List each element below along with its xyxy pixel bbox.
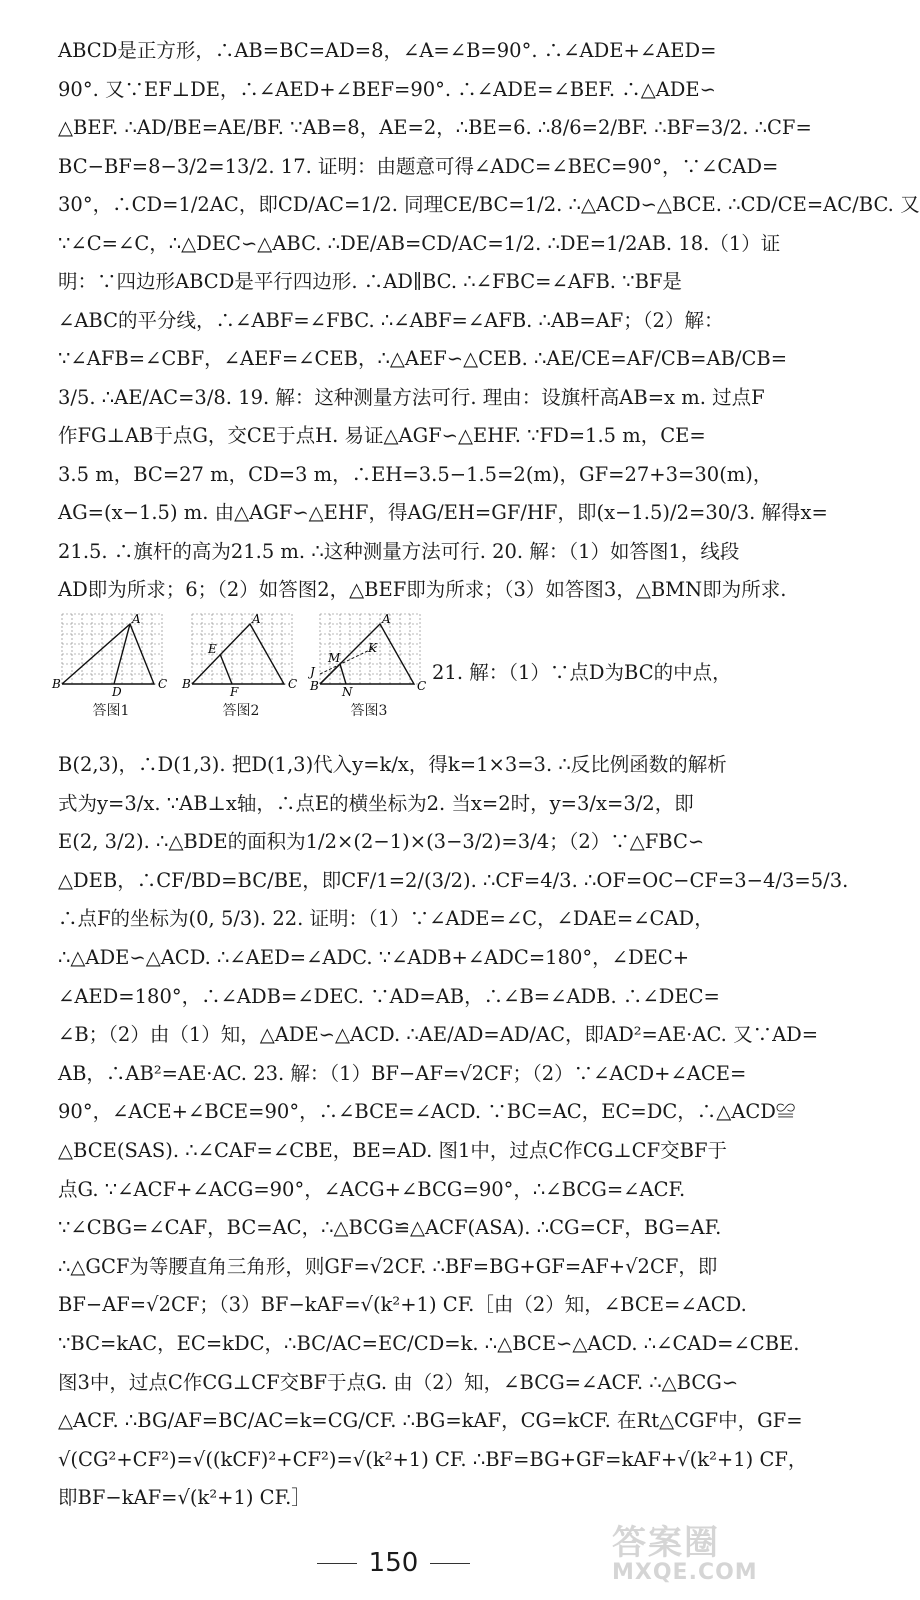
text-line: 90°. 又∵EF⊥DE，∴∠AED+∠BEF=90°. ∴∠ADE=∠BEF. ∴△ADE∽ [58, 77, 717, 101]
text-line: 90°，∠ACE+∠BCE=90°，∴∠BCE=∠ACD. ∵BC=AC，EC=DC，∴△ACD≌ [58, 1100, 796, 1124]
question-21-start: 21. 解：（1）∵点D为BC的中点， [432, 661, 732, 684]
text-line: ∠B；（2）由（1）知，△ADE∽△ACD. ∴AE/AD=AD/AC，即AD²=AE·AC. 又∵AD= [58, 1023, 819, 1047]
label-M: M [328, 651, 341, 665]
text-line: ∴点F的坐标为(0, 5/3). 22. 证明：（1）∵∠ADE=∠C，∠DAE=∠CAD， [58, 907, 714, 931]
text-line: AD即为所求；6；（2）如答图2，△BEF即为所求；（3）如答图3，△BMN即为所求. [58, 578, 787, 601]
label-F: F [230, 685, 239, 699]
text-line: 明：∵四边形ABCD是平行四边形. ∴AD∥BC. ∴∠FBC=∠AFB. ∵BF是 [58, 270, 682, 293]
text-line: △DEB，∴CF/BD=BC/BE，即CF/1=2/(3/2). ∴CF=4/3. ∴OF=OC−CF=3−4/3=5/3. [58, 868, 849, 892]
text-line: 3/5. ∴AE/AC=3/8. 19. 解：这种测量方法可行. 理由：设旗杆高AB=x m. 过点F [58, 385, 765, 409]
label-A: A [132, 612, 141, 626]
text-line: 即BF−kAF=√(k²+1) CF.］ [58, 1486, 311, 1510]
text-line: ∵∠AFB=∠CBF，∠AEF=∠CEB，∴△AEF∽△CEB. ∴AE/CE=AF/CB=AB/CB= [58, 347, 788, 370]
text-line: 作FG⊥AB于点G，交CE于点H. 易证△AGF∽△EHF. ∵FD=1.5 m，CE= [58, 424, 706, 447]
text-line: 30°，∴CD=1/2AC，即CD/AC=1/2. 同理CE/BC=1/2. ∴△ACD∽△BCE. ∴CD/CE=AC/BC. 又 [58, 193, 920, 216]
watermark-title: 答案圈 [612, 1523, 720, 1563]
text-line: 式为y=3/x. ∵AB⊥x轴，∴点E的横坐标为2. 当x=2时，y=3/x=3/2，即 [58, 791, 694, 815]
text-line: B(2,3)，∴D(1,3). 把D(1,3)代入y=k/x，得k=1×3=3. ∴反比例函数的解析 [58, 753, 727, 776]
text-line: ABCD是正方形，∴AB=BC=AD=8，∠A=∠B=90°. ∴∠ADE+∠AED= [58, 39, 717, 62]
label-C: C [417, 679, 427, 693]
text-line: E(2, 3/2). ∴△BDE的面积为1/2×(2−1)×(3−3/2)=3/4；（2）∵△FBC∽ [58, 830, 705, 854]
text-line: ∠ABC的平分线，∴∠ABF=∠FBC. ∴∠ABF=∠AFB. ∴AB=AF；（2）解： [58, 308, 724, 332]
label-B: B [52, 677, 61, 691]
text-line: △BCE(SAS). ∴∠CAF=∠CBE，BE=AD. 图1中，过点C作CG⊥CF交BF于 [58, 1139, 727, 1162]
text-line: △BEF. ∴AD/BE=AE/BF. ∵AB=8，AE=2，∴BE=6. ∴8/6=2/BF. ∴BF=3/2. ∴CF= [58, 116, 812, 139]
text-line: AB，∴AB²=AE·AC. 23. 解：（1）BF−AF=√2CF；（2）∵∠ACD+∠ACE= [58, 1061, 747, 1085]
page-number-dash-right [430, 1563, 470, 1564]
watermark-logo [612, 1515, 777, 1595]
figure-2-caption: 答图2 [222, 703, 260, 719]
text-line: 21.5. ∴旗杆的高为21.5 m. ∴这种测量方法可行. 20. 解：（1）如答图1，线段 [58, 539, 740, 563]
text-line: √(CG²+CF²)=√((kCF)²+CF²)=√(k²+1) CF. ∴BF=BG+GF=kAF+√(k²+1) CF， [58, 1447, 808, 1471]
label-N: N [342, 685, 353, 699]
text-line: ∴△ADE∽△ACD. ∴∠AED=∠ADC. ∵∠ADB+∠ADC=180°，∠DEC+ [58, 946, 690, 969]
label-D: D [112, 685, 122, 699]
figure-3 [310, 612, 428, 720]
page-number-dash-left [317, 1563, 357, 1564]
watermark-url: MXQE.COM [612, 1560, 758, 1585]
text-line: AG=(x−1.5) m. 由△AGF∽△EHF，得AG/EH=GF/HF，即(x−1.5)/2=30/3. 解得x= [58, 501, 828, 524]
label-E: E [208, 642, 217, 656]
figure-1-diagram [52, 612, 170, 699]
text-line: 3.5 m，BC=27 m，CD=3 m，∴EH=3.5−1.5=2(m)，GF=27+3=30(m)， [58, 462, 773, 486]
figure-1-caption: 答图1 [92, 703, 130, 719]
text-line: ∴△GCF为等腰直角三角形，则GF=√2CF. ∴BF=BG+GF=AF+√2CF，即 [58, 1254, 718, 1278]
label-C: C [158, 677, 168, 691]
figure-2-diagram [182, 612, 300, 699]
label-A: A [252, 612, 261, 626]
label-K: K [368, 641, 377, 655]
figure-1 [52, 612, 170, 720]
text-line: △ACF. ∴BG/AF=BC/AC=k=CG/CF. ∴BG=kAF，CG=kCF. 在Rt△CGF中，GF= [58, 1409, 803, 1433]
text-line: 图3中，过点C作CG⊥CF交BF于点G. 由（2）知，∠BCG=∠ACF. ∴△BCG∽ [58, 1370, 739, 1394]
figure-3-diagram [310, 612, 428, 699]
text-line: BF−AF=√2CF；（3）BF−kAF=√(k²+1) CF.［由（2）知，∠BCE=∠ACD. [58, 1293, 747, 1317]
figure-2 [182, 612, 300, 720]
label-J: J [310, 665, 315, 679]
text-line: ∵BC=kAC，EC=kDC，∴BC/AC=EC/CD=k. ∴△BCE∽△ACD. ∴∠CAD=∠CBE. [58, 1332, 800, 1355]
text-line: BC−BF=8−3/2=13/2. 17. 证明：由题意可得∠ADC=∠BEC=90°，∵∠CAD= [58, 154, 779, 178]
label-B: B [182, 677, 191, 691]
label-C: C [288, 677, 298, 691]
answer-figures [52, 612, 432, 740]
page-number-text: 150 [368, 1548, 419, 1578]
label-A: A [382, 612, 391, 626]
text-line: ∠AED=180°，∴∠ADB=∠DEC. ∵AD=AB，∴∠B=∠ADB. ∴∠DEC= [58, 984, 720, 1008]
text-line: 点G. ∵∠ACF+∠ACG=90°，∠ACG+∠BCG=90°，∴∠BCG=∠ACF. [58, 1177, 686, 1201]
text-line: ∵∠CBG=∠CAF，BC=AC，∴△BCG≌△ACF(ASA). ∴CG=CF，BG=AF. [58, 1216, 722, 1240]
text-line: ∵∠C=∠C，∴△DEC∽△ABC. ∴DE/AB=CD/AC=1/2. ∴DE=1/2AB. 18.（1）证 [58, 231, 781, 255]
label-B: B [310, 679, 319, 693]
figure-3-caption: 答图3 [350, 703, 388, 719]
